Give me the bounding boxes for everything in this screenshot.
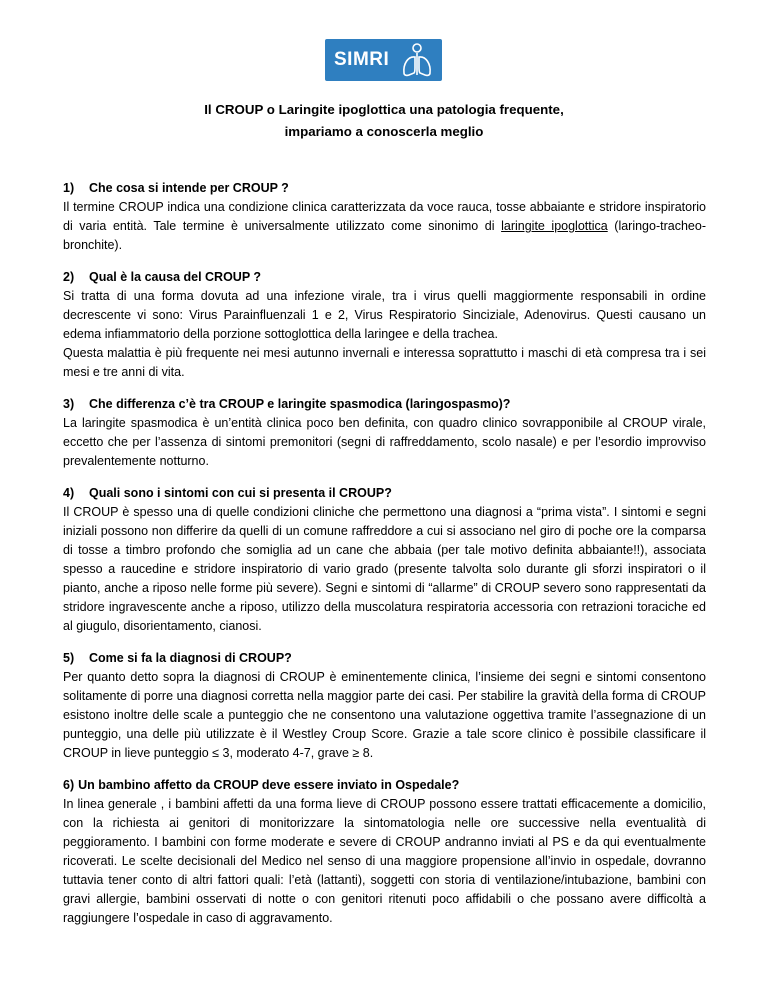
title-line-2: impariamo a conoscerla meglio — [284, 124, 484, 139]
section-body: In linea generale , i bambini affetti da una forma lieve di CROUP possono essere trattati efficacemente a domicilio, con la richiesta ai genitori di monitorizzare la sintomatologia nelle ore successive nella eventualità di peggioramento. I bambini con forme moderate e severe di CROUP andranno inviati al PS e da qui eventualmente ricoverati. Le scelte decisionali del Medico nel senso di una maggiore propensione all’invio in ospedale, dovranno tuttavia tener conto di altri fattori quali: l’età (lattanti), soggetti con storia di ventilazione/intubazione, bambini con gravi allergie, bambini osservati di notte o con genitori ritenuti poco affidabili o che possano avere difficoltà a raggiungere l’ospedale in caso di aggravamento. — [63, 797, 706, 925]
section-number: 3) — [63, 397, 75, 411]
section-heading — [63, 776, 706, 795]
body-text-end: (laringo-tracheo-bronchite). — [63, 219, 706, 252]
section-number: 6) — [63, 778, 75, 792]
section-heading — [63, 484, 706, 503]
section-body: La laringite spasmodica è un’entità clinica poco ben definita, con quadro clinico sovrapponibile al CROUP virale, eccetto che per l’assenza di sintomi premonitori (segni di raffreddamento, scolo nasale) e per l’esordio improvviso prevalentemente notturno. — [63, 416, 706, 468]
section-heading — [63, 649, 706, 668]
section-heading-text: Che differenza c’è tra CROUP e laringite spasmodica (laringospasmo)? — [89, 397, 511, 411]
section-heading-text: Qual è la causa del CROUP ? — [89, 270, 262, 284]
section-1 — [63, 179, 706, 255]
simri-logo — [325, 39, 442, 81]
logo-text: SIMRI — [334, 49, 390, 70]
section-3 — [63, 395, 706, 471]
section-number: 4) — [63, 486, 75, 500]
section-4 — [63, 484, 706, 636]
underlined-term: laringite ipoglottica — [501, 219, 608, 233]
section-body-2: Questa malattia è più frequente nei mesi autunno invernali e interessa soprattutto i maschi di età compresa tra i sei mesi e tre anni di vita. — [63, 346, 706, 379]
page-title — [0, 99, 768, 143]
section-heading-text: Quali sono i sintomi con cui si presenta il CROUP? — [89, 486, 392, 500]
title-line-1: Il CROUP o Laringite ipoglottica una patologia frequente, — [204, 102, 564, 117]
body-text: Il termine CROUP indica una condizione clinica caratterizzata da voce rauca, tosse abbaiante e stridore inspiratorio di varia entità. Tale termine è universalmente utilizzato come sinonimo di — [63, 200, 706, 233]
section-6 — [63, 776, 706, 928]
lungs-person-icon — [400, 42, 434, 78]
section-number: 1) — [63, 181, 75, 195]
section-2 — [63, 268, 706, 382]
section-heading — [63, 268, 706, 287]
section-5 — [63, 649, 706, 763]
section-heading-text: Che cosa si intende per CROUP ? — [89, 181, 289, 195]
section-body: Si tratta di una forma dovuta ad una infezione virale, tra i virus quelli maggiormente responsabili in ordine decrescente vi sono: Virus Parainfluenzali 1 e 2, Virus Respiratorio Sinciziale, Adenovirus. Questi causano un edema infiammatorio della porzione sottoglottica della laringee e della trachea. — [63, 289, 706, 341]
section-number: 2) — [63, 270, 75, 284]
section-body — [63, 198, 706, 255]
section-body: Il CROUP è spesso una di quelle condizioni cliniche che permettono una diagnosi a “prima vista”. I sintomi e segni iniziali possono non differire da quelli di un comune raffreddore a cui si associano nel giro di poche ore la comparsa di tosse a timbro profondo che somiglia ad un cane che abbaia (per tale motivo definita abbaiante!!), associata spesso a raucedine e stridore inspiratorio di vario grado (presente talvolta solo durante gli sforzi inspiratori o il pianto, anche a riposo nelle forme più severe). Segni e sintomi di “allarme” di CROUP severo sono rappresentati da stridore ingravescente anche a riposo, utilizzo della muscolatura respiratoria accessoria con retrazioni toraciche ed al giugulo, disorientamento, cianosi. — [63, 505, 706, 633]
document-content — [63, 179, 706, 941]
section-heading — [63, 395, 706, 414]
section-heading — [63, 179, 706, 198]
section-number: 5) — [63, 651, 75, 665]
section-heading-text: Come si fa la diagnosi di CROUP? — [89, 651, 292, 665]
section-heading-text: Un bambino affetto da CROUP deve essere inviato in Ospedale? — [78, 778, 460, 792]
section-body: Per quanto detto sopra la diagnosi di CROUP è eminentemente clinica, l’insieme dei segni e sintomi consentono solitamente di porre una diagnosi corretta nella maggior parte dei casi. Per stabilire la gravità della forma di CROUP esistono inoltre delle scale a punteggio che ne consentono una valutazione oggettiva tramite l’assegnazione di un punteggio, una delle più utilizzate è il Westley Croup Score. Grazie a tale score clinico è possibile classificare il CROUP in lieve punteggio ≤ 3, moderato 4-7, grave ≥ 8. — [63, 670, 706, 760]
